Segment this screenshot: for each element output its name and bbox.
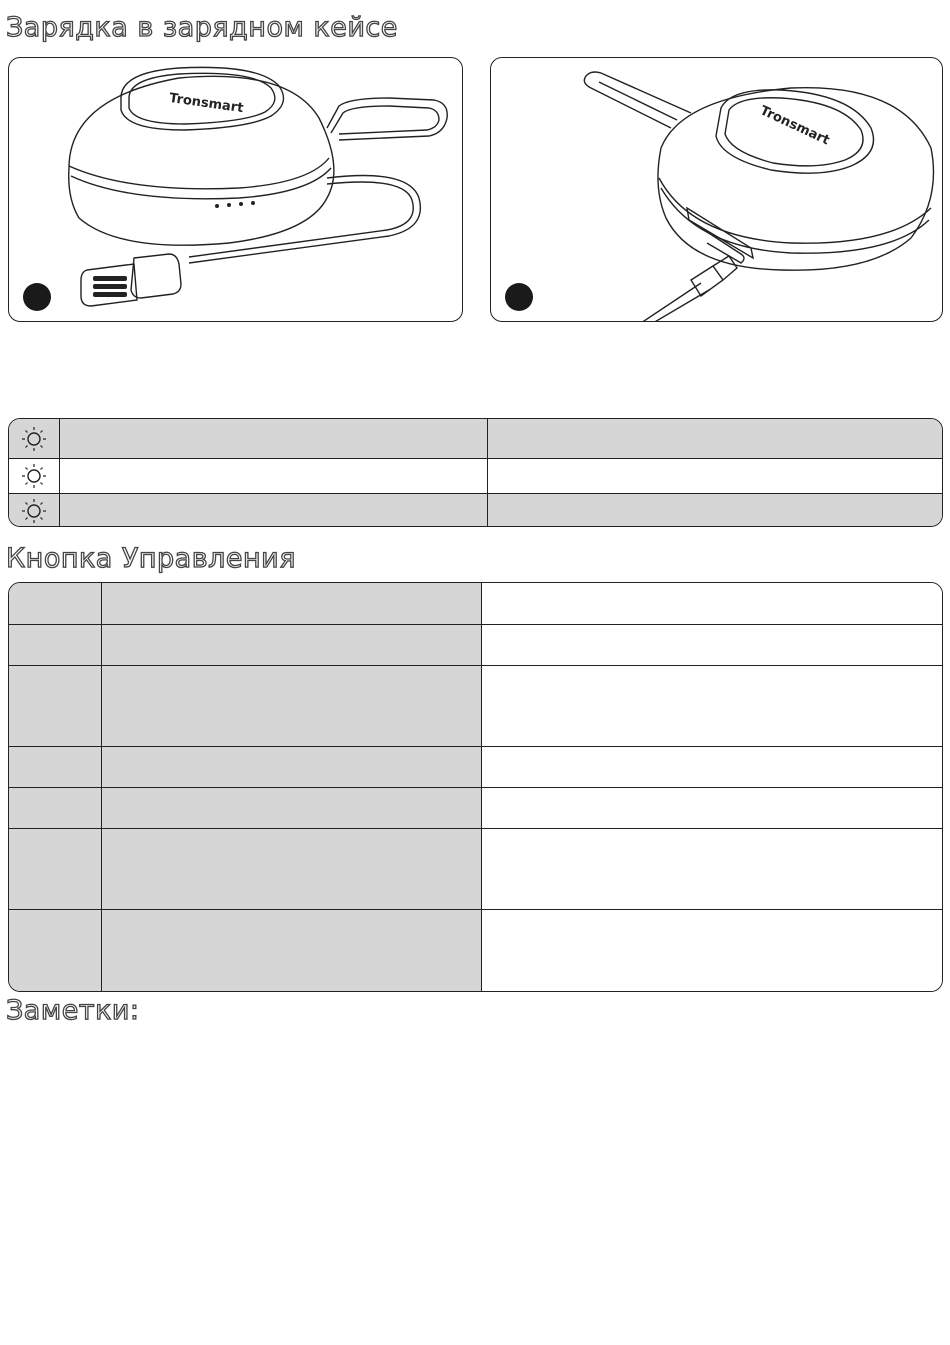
led-light-icon [21, 426, 47, 452]
led-light-icon [21, 498, 47, 524]
step-indicator-2 [505, 283, 533, 311]
figure-charging-typec [490, 57, 943, 322]
led-status-table [8, 418, 943, 527]
table-row [9, 666, 942, 747]
table-row [9, 910, 942, 992]
charging-case-usb-icon [9, 58, 463, 322]
section-title-control: Кнопка Управления [6, 543, 296, 574]
table-row [9, 419, 942, 459]
figure-charging-usb [8, 57, 463, 322]
brand-logo-1: Tronsmart [168, 90, 245, 117]
table-row [9, 459, 942, 494]
table-row [9, 583, 942, 625]
table-row [9, 625, 942, 666]
led-light-icon [21, 463, 47, 489]
table-row [9, 829, 942, 910]
brand-logo-2: Tronsmart [757, 103, 832, 149]
section-title-notes: Заметки: [6, 995, 140, 1026]
control-button-table [8, 582, 943, 992]
section-title-charging: Зарядка в зарядном кейсе [6, 12, 398, 43]
table-row [9, 788, 942, 829]
charging-case-typec-icon [491, 58, 943, 322]
table-row [9, 747, 942, 788]
step-indicator-1 [23, 283, 51, 311]
table-row [9, 494, 942, 527]
